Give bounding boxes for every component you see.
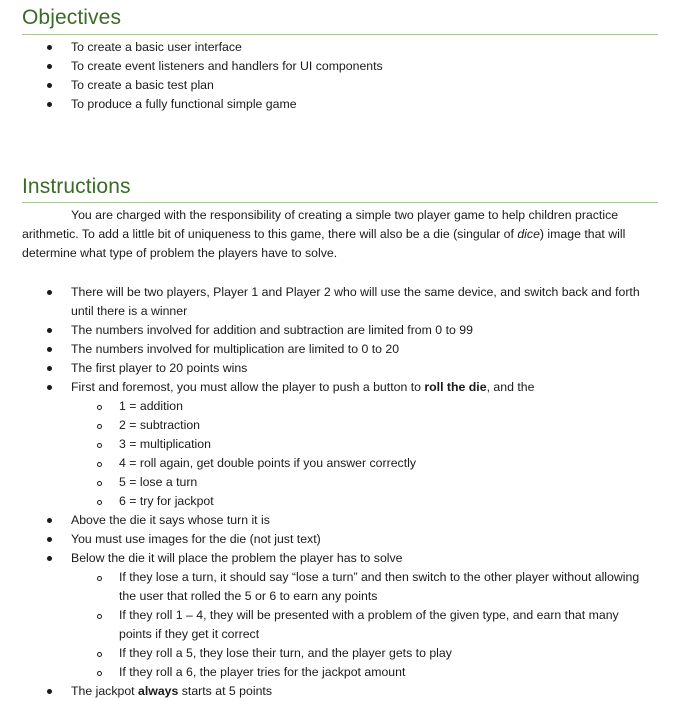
bullet-icon xyxy=(47,366,52,371)
list-item: 3 = multiplication xyxy=(119,435,646,454)
instructions-heading: Instructions xyxy=(22,175,131,198)
list-item: You must use images for the die (not just text) xyxy=(71,530,646,549)
circle-bullet-icon xyxy=(97,652,102,657)
circle-bullet-icon xyxy=(97,462,102,467)
bullet-icon xyxy=(47,689,52,694)
objectives-heading: Objectives xyxy=(22,6,122,29)
list-item: 4 = roll again, get double points if you answer correctly xyxy=(119,454,646,473)
circle-bullet-icon xyxy=(97,671,102,676)
circle-bullet-icon xyxy=(97,443,102,448)
circle-bullet-icon xyxy=(97,576,102,581)
list-item: If they lose a turn, it should say “lose a turn” and then switch to the other player without allowing the user that rolled the 5 or 6 to earn any points xyxy=(119,568,646,606)
list-item: To create event listeners and handlers for UI components xyxy=(71,57,661,76)
bullet-icon xyxy=(47,45,52,50)
bullet-icon xyxy=(47,64,52,69)
list-item: 2 = subtraction xyxy=(119,416,646,435)
bullet-icon xyxy=(47,537,52,542)
list-item: The numbers involved for multiplication are limited to 0 to 20 xyxy=(71,340,646,359)
list-item: There will be two players, Player 1 and Player 2 who will use the same device, and switch back and forth until there is a winner xyxy=(71,283,646,321)
list-item: To create a basic test plan xyxy=(71,76,661,95)
list-item: Above the die it says whose turn it is xyxy=(71,511,646,530)
list-item: Below the die it will place the problem the player has to solve If they lose a turn, it should say “lose a turn” and then switch to the other player without allowing the user that rolled the 5 or 6 to earn any points If they roll 1 – 4, they will be presented with a problem of the given type, and earn that many points if they get it correct If they roll a 5, they lose their turn, and the player gets to play If they roll a 6, the player tries for the jackpot amount xyxy=(71,549,646,682)
objectives-list xyxy=(71,38,661,114)
list-item: The numbers involved for addition and subtraction are limited from 0 to 99 xyxy=(71,321,646,340)
bullet-icon xyxy=(47,102,52,107)
die-faces-list xyxy=(71,397,646,511)
circle-bullet-icon xyxy=(97,481,102,486)
list-item: If they roll a 5, they lose their turn, and the player gets to play xyxy=(119,644,646,663)
bullet-icon xyxy=(47,518,52,523)
list-item: 5 = lose a turn xyxy=(119,473,646,492)
bullet-icon xyxy=(47,385,52,390)
bullet-icon xyxy=(47,290,52,295)
bullet-icon xyxy=(47,83,52,88)
bullet-icon xyxy=(47,556,52,561)
list-item: The jackpot always starts at 5 points xyxy=(71,682,646,701)
instructions-intro: You are charged with the responsibility of creating a simple two player game to help children practice arithmetic. To add a little bit of uniqueness to this game, there will also be a die (singular of dice) image that will determine what type of problem the players have to solve. xyxy=(22,208,626,260)
below-die-sublist xyxy=(71,568,646,682)
rules-list xyxy=(71,283,646,701)
list-item: If they roll a 6, the player tries for the jackpot amount xyxy=(119,663,646,682)
list-item: To produce a fully functional simple game xyxy=(71,95,661,114)
list-item: If they roll 1 – 4, they will be presented with a problem of the given type, and earn that many points if they get it correct xyxy=(119,606,646,644)
list-item: The first player to 20 points wins xyxy=(71,359,646,378)
circle-bullet-icon xyxy=(97,614,102,619)
bullet-icon xyxy=(47,328,52,333)
circle-bullet-icon xyxy=(97,424,102,429)
circle-bullet-icon xyxy=(97,500,102,505)
bullet-icon xyxy=(47,347,52,352)
list-item: 1 = addition xyxy=(119,397,646,416)
list-item: To create a basic user interface xyxy=(71,38,661,57)
instructions-heading-rule xyxy=(22,202,658,203)
circle-bullet-icon xyxy=(97,405,102,410)
list-item: 6 = try for jackpot xyxy=(119,492,646,511)
objectives-heading-rule xyxy=(22,34,658,35)
list-item: First and foremost, you must allow the player to push a button to roll the die, and the 1 = addition 2 = subtraction 3 = multiplication 4 = roll again, get double points if you answer correctly 5 = lose a turn 6 = try for jackpot xyxy=(71,378,646,511)
